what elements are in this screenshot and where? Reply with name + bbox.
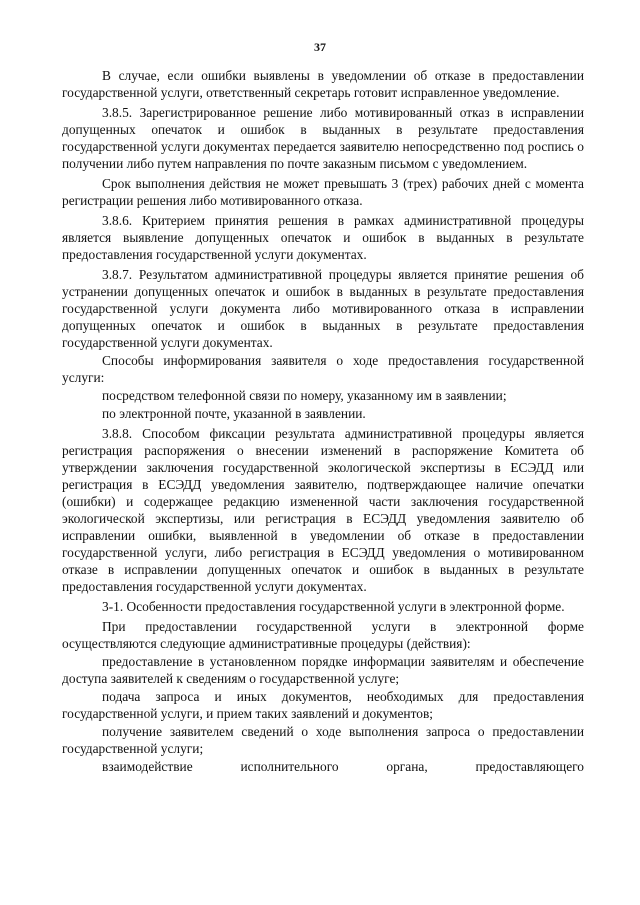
- paragraph: подача запроса и иных документов, необходимых для предоставления государственной услуги, и прием таких заявлений и документов;: [62, 689, 584, 721]
- paragraph: В случае, если ошибки выявлены в уведомлении об отказе в предоставлении государственной услуги, ответственный секретарь готовит исправленное уведомление.: [62, 68, 584, 100]
- page-number: 37: [314, 40, 326, 54]
- paragraph: по электронной почте, указанной в заявлении.: [102, 406, 366, 421]
- paragraph: 3-1. Особенности предоставления государственной услуги в электронной форме.: [102, 599, 565, 614]
- body-text: [62, 67, 584, 776]
- paragraph: посредством телефонной связи по номеру, указанному им в заявлении;: [102, 388, 507, 403]
- paragraph: 3.8.8. Способом фиксации результата административной процедуры является регистрация распоряжения о внесении изменений в распоряжение Комитета об утверждении заключения государственной экологической экспертизы в ЕСЭДД или регистрация в ЕСЭДД уведомления заявителю, подтверждающее наличие опечатки (ошибки) и содержащее редакцию измененной части заключения государственной экологической экспертизы, или регистрация в ЕСЭДД уведомления заявителю об исправлении ошибки, выявленной в уведомлении об отказе в предоставлении государственной услуги, либо регистрация в ЕСЭДД уведомления о мотивированном отказе в исправлении допущенных опечаток и ошибок в выданных в результате предоставления государственной услуги документах.: [62, 426, 584, 594]
- paragraph: Способы информирования заявителя о ходе предоставления государственной услуги:: [62, 353, 584, 385]
- paragraph: предоставление в установленном порядке информации заявителям и обеспечение доступа заявителей к сведениям о государственной услуге;: [62, 654, 584, 686]
- paragraph: 3.8.7. Результатом административной процедуры является принятие решения об устранении допущенных опечаток и ошибок в выданных в результате предоставления государственной услуги документа либо мотивированного отказа в исправлении допущенных опечаток и ошибок в выданных в результате предоставления государственной услуги документах.: [62, 267, 584, 350]
- paragraph: взаимодействие исполнительного органа, предоставляющего: [102, 759, 584, 774]
- paragraph: Срок выполнения действия не может превышать 3 (трех) рабочих дней с момента регистрации решения либо мотивированного отказа.: [62, 176, 584, 208]
- paragraph: получение заявителем сведений о ходе выполнения запроса о предоставлении государственной услуги;: [62, 724, 584, 756]
- paragraph: При предоставлении государственной услуги в электронной форме осуществляются следующие административные процедуры (действия):: [62, 619, 584, 651]
- paragraph: 3.8.6. Критерием принятия решения в рамках административной процедуры является выявление допущенных опечаток и ошибок в выданных в результате предоставления государственной услуги документах.: [62, 213, 584, 262]
- paragraph: 3.8.5. Зарегистрированное решение либо мотивированный отказ в исправлении допущенных опечаток и ошибок в выданных в результате предоставления государственной услуги документах передается заявителю непосредственно под роспись о получении либо путем направления по почте заказным письмом с уведомлением.: [62, 105, 584, 171]
